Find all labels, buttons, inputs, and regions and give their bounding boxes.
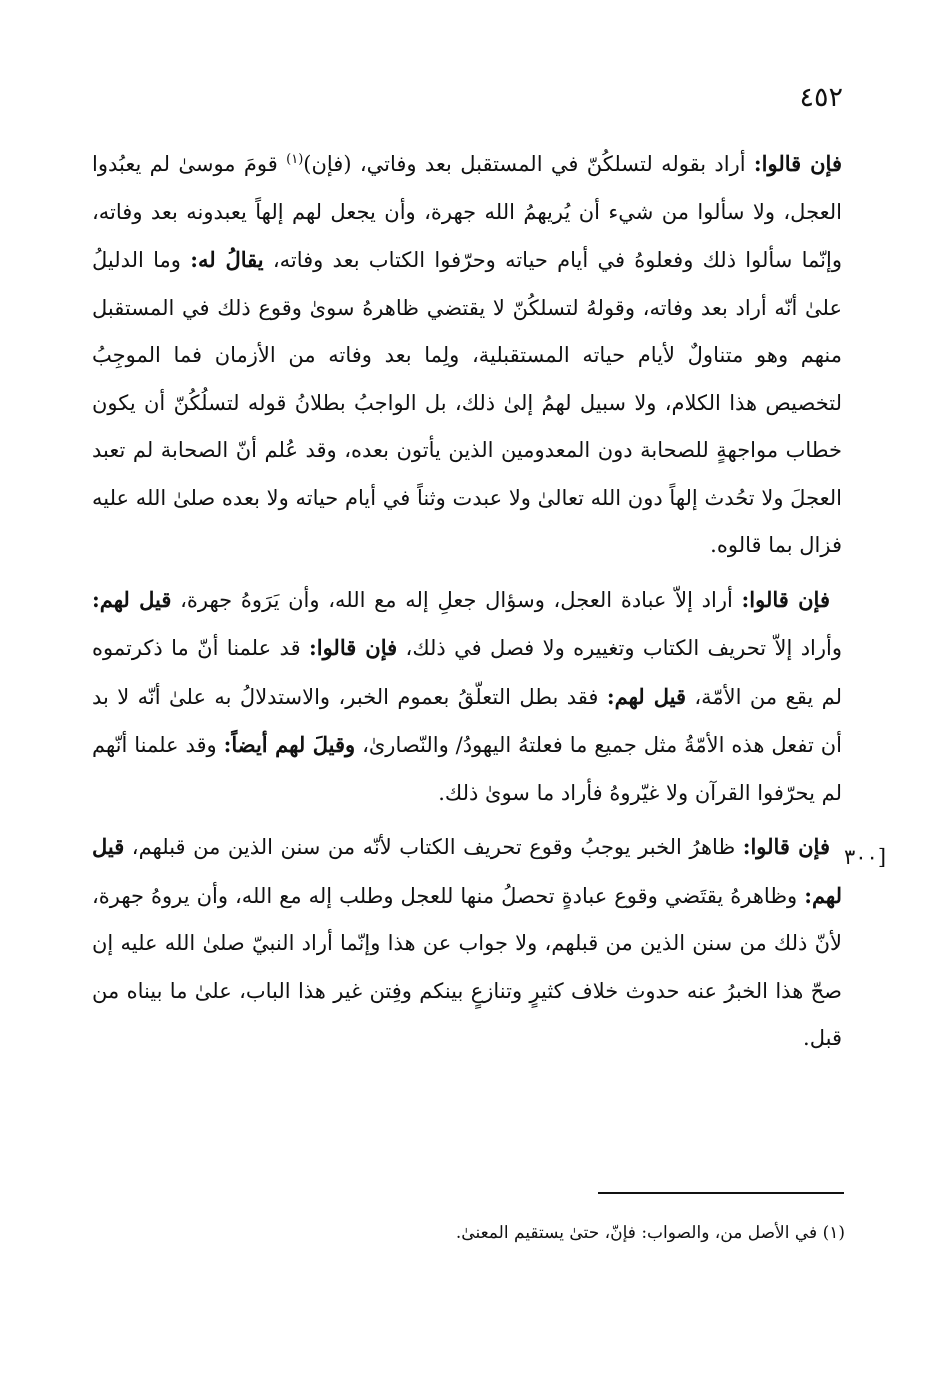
text-run: أراد بقوله لتسلكُنّ في المستقبل بعد وفاتي، (فإن): [303, 152, 754, 176]
bold-phrase: فإن قالوا:: [742, 834, 830, 859]
bold-phrase: فإن قالوا:: [753, 151, 842, 176]
page-number: ٤٥٢: [799, 82, 843, 113]
margin-folio-marker: [٣٠٠: [844, 845, 887, 869]
footnote-separator: [598, 1192, 844, 1194]
paragraph: [92, 823, 842, 1063]
text-run: وقد علمنا أنّهم لم يحرّفوا القرآن ولا غيّروهُ فأراد ما سوىٰ ذلك.: [92, 733, 842, 805]
footnote-reference: (١): [286, 152, 304, 167]
body-text: [92, 140, 842, 1063]
footnote: (١) في الأصل من، والصواب: فإنّ، حتىٰ يستقيم المعنىٰ.: [455, 1223, 845, 1243]
bold-phrase: يقالُ له:: [190, 247, 264, 272]
text-run: وظاهرهُ يقتَضي وقوع عبادةٍ تحصلُ منها للعجل وطلب إله مع الله، وأن يروهُ جهرة، لأنّ ذلك من سنن الذين من قبلهم، ولا جواب عن هذا وإنّما أراد النبيّ صلىٰ الله عليه إن صحّ هذا الخبرُ عنه حدوث خلاف كثيرٍ وتنازعٍ بينكم وفِتن غير هذا الباب، علىٰ ما بيناه من قبل.: [92, 883, 842, 1050]
text-run: ظاهرُ الخبر يوجبُ وقوع تحريف الكتاب لأنّه من سنن الذين من قبلهم،: [124, 835, 743, 859]
bold-phrase: فإن قالوا:: [741, 586, 830, 612]
text-run: أراد إلاّ عبادة العجل، وسؤال جعلِ إله مع الله، وأن يَرَوهُ جهرة،: [171, 587, 742, 612]
bold-phrase: وقيلَ لهم أيضاً:: [223, 732, 356, 757]
bold-phrase: قيل لهم:: [606, 683, 686, 709]
bold-phrase: قيل لهم:: [92, 834, 842, 908]
paragraph: [92, 576, 842, 818]
bold-phrase: فإن قالوا:: [309, 635, 398, 660]
bold-phrase: قيل لهم:: [92, 586, 172, 612]
text-run: وأراد إلاّ تحريف الكتاب وتغييره ولا فصل في ذلك،: [397, 636, 842, 660]
text-run: قومَ موسىٰ لم يعبُدوا العجل، ولا سألوا من شيء أن يُريهمُ الله جهرة، وأن يجعل لهم إلهاً يعبدونه بعد وفاته، وإنّما سألوا ذلك وفعلوهُ في أيام حياته وحرّفوا الكتاب بعد وفاته،: [92, 152, 842, 272]
text-run: وما الدليلُ علىٰ أنّه أراد بعد وفاته، وقولهُ لتسلكُنّ لا يقتضي ظاهرهُ سوىٰ وقوع ذلك في المستقبل منهم وهو متناولٌ لأيام حياته المستقبلية، ولِما بعد وفاته من الأزمان فما الموجِبُ لتخصيص هذا الكلام، ولا سبيل لهمُ إلىٰ ذلك، بل الواجبُ بطلانُ قوله لتسلُكُنّ أن يكون خطاب مواجهةٍ للصحابة دون المعدومين الذين يأتون بعده، وقد عُلم أنّ الصحابة لم تعبد العجلَ ولا تحُدث إلهاً دون الله تعالىٰ ولا عبدت وثناً في أيام حياته ولا بعده صلىٰ الله عليه فزال بما قالوه.: [92, 248, 842, 557]
paragraph: [92, 140, 842, 570]
text-run: قد علمنا أنّ ما ذكرتموه لم يقع من الأمّة،: [92, 636, 842, 709]
text-run: فقد بطل التعلّقُ بعموم الخبر، والاستدلالُ به علىٰ أنّه لا بد أن تفعل هذه الأمّةُ مثل جميع ما فعلتهُ اليهودُ/ والنّصارىٰ،: [92, 684, 843, 757]
